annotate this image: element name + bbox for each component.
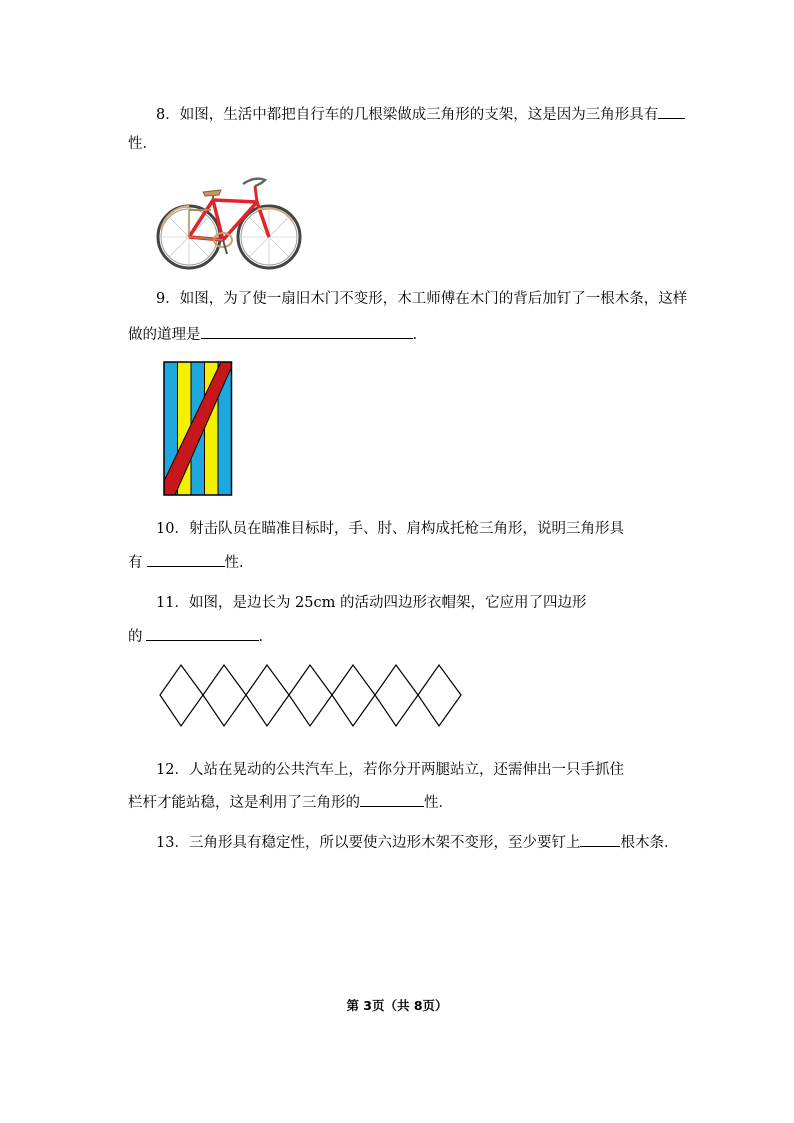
q10-line1: 10．射击队员在瞄准目标时，手、肘、肩构成托枪三角形，说明三角形具	[156, 521, 624, 537]
q9-line2: 做的道理是 ．	[128, 323, 427, 345]
q12-line2: 栏杆才能站稳，这是利用了三角形的 性．	[128, 791, 453, 813]
q10-line2: 有 性．	[128, 551, 254, 573]
q10-answer-blank[interactable]	[147, 551, 225, 567]
q9-text: 做的道理是	[128, 327, 201, 343]
q11-answer-blank[interactable]	[146, 625, 259, 641]
q8-line2: 性．	[128, 136, 157, 152]
bicycle-figure	[153, 170, 305, 272]
q10-text: 有	[128, 555, 143, 571]
q12-answer-blank[interactable]	[360, 791, 424, 807]
q13-line: 13．三角形具有稳定性，所以要使六边形木架不变形，至少要钉上 根木条．	[156, 831, 678, 853]
q11-line2: 的 ．	[128, 625, 273, 647]
q11-line1: 11．如图，是边长为 25cm 的活动四边形衣帽架，它应用了四边形	[156, 595, 587, 611]
page-footer: 第 3页（共 8页）	[346, 998, 448, 1013]
q9-answer-blank[interactable]	[201, 323, 413, 339]
q13-answer-blank[interactable]	[580, 831, 620, 847]
q8-text: 8．如图，生活中都把自行车的几根梁做成三角形的支架，这是因为三角形具有	[156, 107, 659, 123]
q12-text: 栏杆才能站稳，这是利用了三角形的	[128, 795, 360, 811]
coat-rack-figure	[158, 663, 480, 731]
q11-text: 的	[128, 629, 143, 645]
q13-text: 13．三角形具有稳定性，所以要使六边形木架不变形，至少要钉上	[156, 835, 581, 851]
door-figure	[163, 361, 233, 497]
q8-answer-blank[interactable]	[658, 103, 685, 119]
q12-line1: 12．人站在晃动的公共汽车上，若你分开两腿站立，还需伸出一只手抓住	[156, 762, 624, 778]
q9-line1: 9．如图，为了使一扇旧木门不变形，木工师傅在木门的背后加钉了一根木条，这样	[156, 291, 688, 307]
q8-line1	[156, 103, 685, 125]
